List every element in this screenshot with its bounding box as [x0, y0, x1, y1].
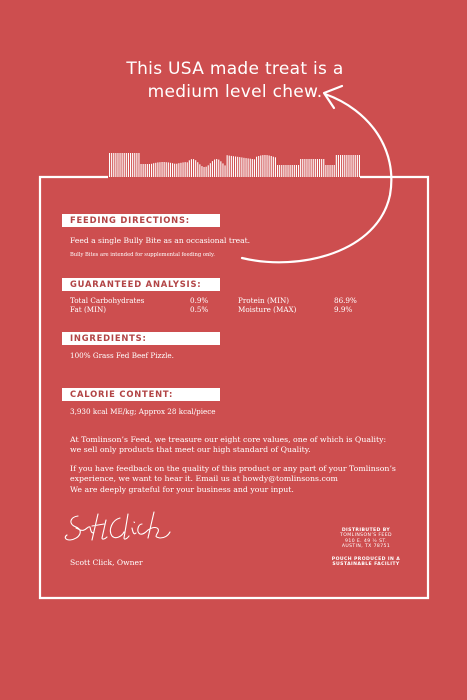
skyline-bar: [176, 164, 177, 177]
skyline-bar: [208, 165, 209, 177]
skyline-bar: [235, 157, 236, 178]
about-p2-line3: We are deeply grateful for your business and your input.: [70, 485, 294, 494]
skyline-bar: [164, 162, 165, 177]
skyline-bar: [170, 163, 171, 177]
skyline-bar: [120, 153, 121, 177]
skyline-bar: [327, 165, 328, 177]
skyline-bar: [237, 157, 238, 177]
skyline-bar: [348, 155, 349, 177]
skyline-bar: [136, 153, 137, 177]
skyline-bar: [346, 155, 347, 177]
skyline-bar: [267, 155, 268, 177]
skyline-bar: [157, 162, 158, 177]
skyline-bar: [353, 155, 354, 177]
about-p2-line1: If you have feedback on the quality of this product or any part of your Tomlinson’s: [70, 464, 396, 473]
guaranteed-analysis-heading: GUARANTEED ANALYSIS:: [62, 278, 220, 291]
analysis-label-moisture: Moisture (MAX): [238, 305, 297, 314]
skyline-bar: [248, 158, 249, 177]
skyline-bar: [193, 159, 194, 177]
skyline-bar: [264, 155, 265, 177]
callout-line-2: medium level chew.: [147, 82, 323, 102]
skyline-bar: [220, 161, 221, 177]
skyline-bar: [199, 164, 200, 177]
skyline-bar: [311, 159, 312, 177]
skyline-bar: [189, 160, 190, 177]
feeding-directions-note: Bully Bites are intended for supplemental feeding only.: [70, 252, 215, 258]
skyline-bar: [231, 156, 232, 177]
skyline-bar: [115, 153, 116, 177]
distributor-line-3: 910 E. 49 ½ ST.: [345, 538, 387, 544]
skyline-bar: [277, 165, 278, 177]
skyline-bar: [243, 158, 244, 177]
skyline-bar: [180, 163, 181, 177]
skyline-bar: [124, 153, 125, 177]
skyline-bar: [246, 158, 247, 177]
skyline-bar: [109, 153, 110, 177]
skyline-bar: [130, 153, 131, 177]
skyline-bar: [183, 162, 184, 177]
skyline-bar: [321, 159, 322, 177]
about-p1-line1: At Tomlinson’s Feed, we treasure our eight core values, one of which is Quality:: [70, 435, 387, 444]
skyline-bar: [306, 159, 307, 177]
owner-signature: [62, 508, 172, 548]
skyline-bar: [191, 159, 192, 177]
skyline-bar: [174, 164, 175, 177]
skyline-bar: [258, 156, 259, 177]
skyline-bar: [147, 164, 148, 177]
skyline-bar: [214, 160, 215, 178]
skyline-bar: [178, 163, 179, 177]
skyline-bar: [304, 159, 305, 177]
skyline-bar: [271, 156, 272, 177]
skyline-bar: [126, 153, 127, 177]
skyline-bar: [290, 165, 291, 177]
skyline-bar: [296, 165, 297, 177]
skyline-bar: [269, 156, 270, 178]
skyline-icon: [109, 153, 360, 177]
skyline-bar: [323, 159, 324, 177]
skyline-bar: [218, 160, 219, 177]
skyline-bar: [204, 167, 205, 177]
skyline-bar: [172, 163, 173, 177]
skyline-bar: [134, 153, 135, 177]
skyline-bar: [256, 157, 257, 177]
pouch-note-line-1: POUCH PRODUCED IN A: [331, 557, 401, 562]
skyline-bar: [275, 157, 276, 177]
skyline-bar: [332, 165, 333, 177]
skyline-bar: [166, 162, 167, 177]
skyline-bar: [317, 159, 318, 177]
skyline-bar: [212, 161, 213, 177]
skyline-bar: [273, 157, 274, 177]
skyline-bar: [283, 165, 284, 177]
skyline-bar: [262, 155, 263, 177]
skyline-bar: [344, 155, 345, 177]
callout-line-1: This USA made treat is a: [126, 59, 344, 79]
skyline-bar: [294, 165, 295, 177]
skyline-bar: [252, 159, 253, 177]
skyline-bar: [153, 163, 154, 177]
skyline-bar: [151, 164, 152, 177]
skyline-bar: [155, 163, 156, 177]
calorie-content-text: 3,930 kcal ME/kg; Approx 28 kcal/piece: [70, 407, 216, 416]
skyline-bar: [128, 153, 129, 177]
curved-arrow: [242, 94, 391, 262]
skyline-bar: [149, 164, 150, 177]
skyline-bar: [227, 155, 228, 177]
skyline-bar: [302, 159, 303, 177]
skyline-bar: [145, 164, 146, 177]
skyline-bar: [195, 160, 196, 177]
distributor-block: [328, 528, 404, 550]
skyline-bar: [359, 155, 360, 177]
skyline-bar: [313, 159, 314, 177]
skyline-bar: [300, 159, 301, 177]
skyline-bar: [334, 165, 335, 177]
skyline-bar: [330, 165, 331, 177]
analysis-label-carbs: Total Carbohydrates: [70, 296, 145, 305]
skyline-bar: [233, 156, 234, 177]
skyline-bar: [113, 153, 114, 177]
skyline-bar: [138, 153, 139, 177]
analysis-value-fat: 0.5%: [190, 305, 209, 314]
analysis-value-carbs: 0.9%: [190, 296, 209, 305]
skyline-bar: [298, 165, 299, 177]
skyline-bar: [168, 162, 169, 177]
skyline-bar: [342, 155, 343, 177]
skyline-bar: [250, 159, 251, 177]
ingredients-text: 100% Grass Fed Beef Pizzle.: [70, 351, 174, 360]
distributor-line-4: AUSTIN, TX 78751: [341, 544, 391, 550]
calorie-content-heading: CALORIE CONTENT:: [62, 388, 220, 401]
feeding-directions-heading: FEEDING DIRECTIONS:: [62, 214, 220, 227]
skyline-bar: [111, 153, 112, 177]
pouch-note: [328, 557, 404, 568]
skyline-bar: [122, 153, 123, 177]
skyline-bar: [325, 165, 326, 177]
analysis-label-fat: Fat (MIN): [70, 305, 107, 314]
distributor-line-2: TOMLINSON’S FEED: [340, 533, 392, 539]
feeding-directions-text: Feed a single Bully Bite as an occasional treat.: [70, 236, 251, 245]
owner-name: Scott Click, Owner: [70, 558, 143, 567]
skyline-bar: [336, 155, 337, 177]
skyline-bar: [285, 165, 286, 177]
analysis-value-moisture: 9.9%: [334, 305, 353, 314]
skyline-bar: [117, 153, 118, 177]
skyline-bar: [225, 165, 226, 177]
about-p1-line2: we sell only products that meet our high standard of Quality.: [70, 445, 311, 454]
skyline-bar: [239, 157, 240, 177]
skyline-bar: [201, 166, 202, 177]
skyline-bar: [351, 155, 352, 177]
skyline-bar: [315, 159, 316, 177]
skyline-bar: [132, 153, 133, 177]
skyline-bar: [357, 155, 358, 177]
skyline-bar: [210, 163, 211, 177]
skyline-bar: [281, 165, 282, 177]
skyline-bar: [185, 162, 186, 177]
skyline-bar: [260, 156, 261, 178]
skyline-bar: [159, 162, 160, 177]
analysis-value-protein: 86.9%: [334, 296, 357, 305]
skyline-bar: [216, 159, 217, 177]
skyline-bar: [143, 164, 144, 177]
distributor-line-1: DISTRIBUTED BY: [341, 528, 391, 533]
skyline-bar: [141, 164, 142, 177]
skyline-bar: [187, 162, 188, 177]
skyline-bar: [229, 156, 230, 177]
skyline-bar: [279, 165, 280, 177]
skyline-bar: [222, 163, 223, 177]
skyline-bar: [162, 162, 163, 177]
skyline-bar: [241, 157, 242, 177]
skyline-bar: [338, 155, 339, 177]
skyline-bar: [254, 159, 255, 177]
skyline-bar: [355, 155, 356, 177]
skyline-bar: [288, 165, 289, 177]
skyline-bar: [340, 155, 341, 177]
skyline-bar: [292, 165, 293, 177]
skyline-bar: [309, 159, 310, 177]
skyline-bar: [206, 167, 207, 177]
analysis-label-protein: Protein (MIN): [238, 296, 290, 305]
about-p2-line2: experience, we want to hear it. Email us at howdy@tomlinsons.com: [70, 474, 338, 483]
ingredients-heading: INGREDIENTS:: [62, 332, 220, 345]
pouch-note-line-2: SUSTAINABLE FACILITY: [332, 562, 400, 568]
skyline-bar: [319, 159, 320, 177]
skyline-bar: [197, 162, 198, 177]
